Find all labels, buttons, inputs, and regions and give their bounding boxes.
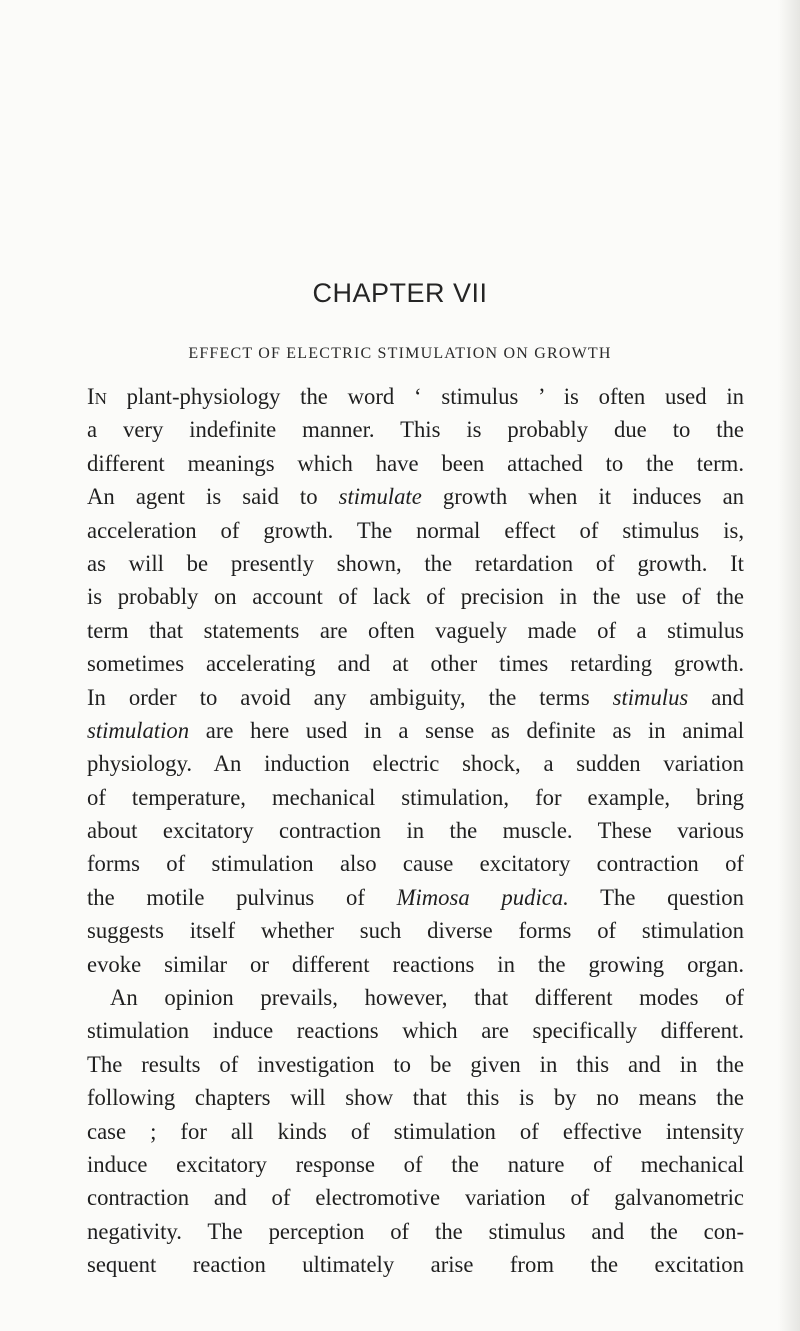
text-line: acceleration of growth. The normal effect of stimulus is, bbox=[87, 517, 744, 543]
paragraph-1 bbox=[87, 380, 744, 981]
text-line: An opinion prevails, however, that different modes of bbox=[110, 985, 744, 1011]
text-line: physiology. An induction electric shock, a sudden variation bbox=[87, 751, 744, 777]
paragraph-2 bbox=[87, 981, 744, 1282]
line-text: In order to avoid any ambiguity, the terms bbox=[87, 684, 613, 710]
drop-cap bbox=[87, 384, 107, 409]
line-text: the motile pulvinus of bbox=[87, 884, 397, 910]
italic-term: stimulate bbox=[338, 484, 422, 510]
page-edge-shadow bbox=[778, 0, 800, 1331]
chapter-heading: CHAPTER VII bbox=[312, 278, 488, 308]
italic-term: stimulation bbox=[87, 717, 190, 743]
text-line: stimulation induce reactions which are specifically different. bbox=[87, 1018, 744, 1044]
text-line bbox=[87, 480, 744, 513]
text-line: sequent reaction ultimately arise from the excitation bbox=[87, 1252, 744, 1278]
text-line: about excitatory contraction in the muscle. These various bbox=[87, 818, 744, 844]
text-line: sometimes accelerating and at other times retarding growth. bbox=[87, 651, 744, 677]
text-line: is probably on account of lack of precision in the use of the bbox=[87, 584, 744, 610]
text-line bbox=[87, 714, 744, 747]
drop-cap-rest: N bbox=[94, 389, 107, 408]
drop-cap-first: I bbox=[87, 384, 95, 409]
text-line: evoke similar or different reactions in the growing organ. bbox=[87, 951, 744, 977]
line-text: and bbox=[688, 684, 744, 710]
text-line bbox=[87, 380, 744, 413]
text-line: of temperature, mechanical stimulation, for example, bring bbox=[87, 784, 744, 810]
line-text: are here used in a sense as definite as in animal bbox=[189, 717, 744, 743]
text-line: as will be presently shown, the retardation of growth. It bbox=[87, 550, 744, 576]
text-line: forms of stimulation also cause excitatory contraction of bbox=[87, 851, 744, 877]
body-text bbox=[87, 380, 744, 1282]
line-text: An agent is said to bbox=[87, 484, 339, 510]
line-text: growth when it induces an bbox=[421, 484, 744, 510]
italic-term: stimulus bbox=[612, 684, 689, 710]
chapter-title: EFFECT OF ELECTRIC STIMULATION ON GROWTH bbox=[188, 345, 612, 362]
text-line: following chapters will show that this is by no means the bbox=[87, 1085, 744, 1111]
text-line: contraction and of electromotive variation of galvanometric bbox=[87, 1185, 744, 1211]
line-text: plant-physiology the word ‘ stimulus ’ is often used in bbox=[106, 384, 744, 409]
text-line: The results of investigation to be given in this and in the bbox=[87, 1051, 744, 1077]
text-line: induce excitatory response of the nature of mechanical bbox=[87, 1151, 744, 1177]
text-line: negativity. The perception of the stimulus and the con- bbox=[87, 1218, 744, 1244]
text-line: different meanings which have been attached to the term. bbox=[87, 450, 744, 476]
italic-species-name: Mimosa pudica. bbox=[396, 884, 569, 910]
text-line bbox=[87, 881, 744, 914]
line-text: The question bbox=[568, 884, 744, 910]
text-line: suggests itself whether such diverse forms of stimulation bbox=[87, 918, 744, 944]
text-line: a very indefinite manner. This is probably due to the bbox=[87, 417, 744, 443]
text-line: term that statements are often vaguely made of a stimulus bbox=[87, 617, 744, 643]
text-line: case ; for all kinds of stimulation of effective intensity bbox=[87, 1118, 744, 1144]
text-line bbox=[87, 681, 744, 714]
